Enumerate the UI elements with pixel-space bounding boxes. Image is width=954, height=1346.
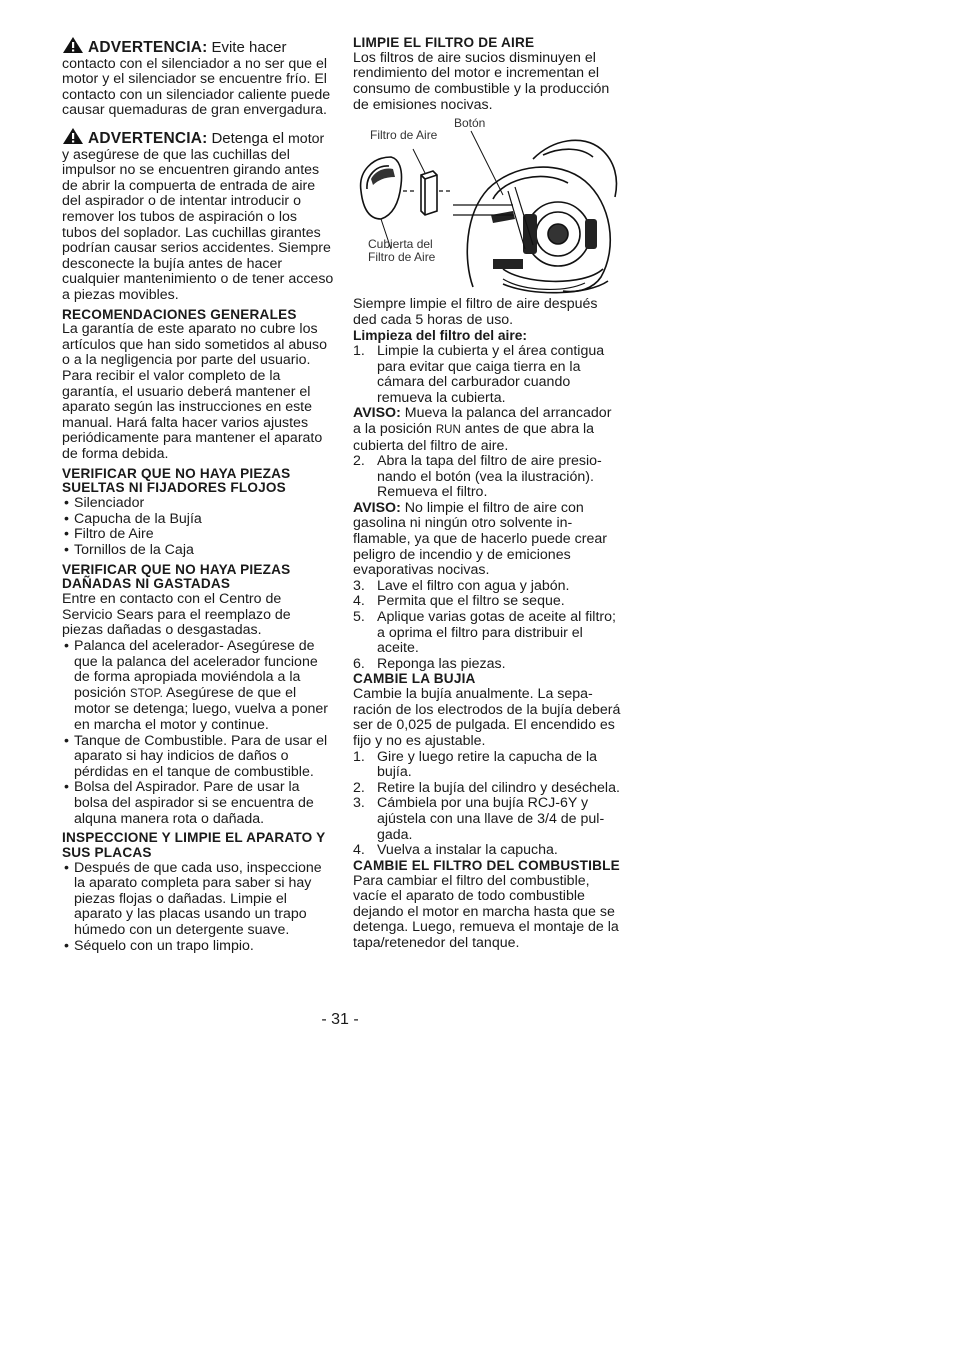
- section-text: Entre en contacto con el Centro de Servicio Sears para el reemplazo de piezas dañadas o desgastadas.: [62, 591, 291, 639]
- damaged-parts-list: [62, 639, 334, 827]
- loose-parts-list: [62, 496, 334, 558]
- warning-text: contacto con el silenciador a no ser que el motor y el silenciador se encuentre frío. El contacto con un silenciador caliente puede causar quemaduras de gran envergadura.: [62, 55, 331, 119]
- section-heading: INSPECCIONE Y LIMPIE EL APARATO Y SUS PLACAS: [62, 830, 326, 860]
- warning-text: motor y asegúrese de que las cuchillas del impulsor no se encuentren girando antes de abrir la compuerta de entrada de aire del aspirador o de intentar introducir o remover los tubos de aspiración o los tubos del soplador. Las cuchillas girantes podrían causar serios accidentes. Siempre desconecte la bujía antes de hacer cualquier mantenimiento o de tener acceso a piezas movibles.: [62, 130, 334, 303]
- section-loose-parts: [62, 467, 334, 559]
- list-item: 5. Aplique varias gotas de aceite al filtro; a oprima el filtro para distribuir el aceite.: [353, 609, 616, 657]
- section-heading: LIMPIE EL FILTRO DE AIRE: [353, 35, 535, 50]
- section-general-recommendations: [62, 308, 334, 463]
- list-item: • Filtro de Aire: [62, 527, 334, 543]
- list-item: • Capucha de la Bujía: [62, 512, 334, 528]
- list-item: • Bolsa del Aspirador. Pare de usar la bolsa del aspirador si se encuentra de alquna manera rota o dañada.: [62, 780, 334, 827]
- section-text: Los filtros de aire sucios disminuyen el rendimiento del motor e incrementan el consumo de combustible y la producción de emisiones nocivas.: [353, 49, 610, 113]
- right-column: [353, 36, 623, 952]
- warning-muffler: [62, 36, 334, 119]
- warning-title: ADVERTENCIA:: [88, 129, 208, 147]
- warning-triangle-icon: [62, 36, 84, 54]
- list-item: 1. Gire y luego retire la capucha de la bujía.: [353, 748, 598, 781]
- list-item: • Silenciador: [62, 496, 334, 512]
- notice: AVISO: No limpie el filtro de aire con gasolina ni ningún otro solvente inflamable, ya que de hacerlo puede crear peligro de incendio y de emiciones evaporativas nocivas.: [353, 499, 607, 579]
- section-heading: VERIFICAR QUE NO HAYA PIEZAS DAÑADAS NI GASTADAS: [62, 561, 291, 592]
- section-heading: CAMBIE EL FILTRO DEL COMBUSTIBLE: [353, 857, 620, 873]
- section-text: Cambie la bujía anualmente. La separación de los electrodos de la bujía deberá ser de 0,025 de pulgada. El encendido es fijo y no es ajustable.: [353, 686, 621, 749]
- air-filter-steps: [353, 579, 623, 673]
- warning-impeller: [62, 127, 334, 304]
- section-heading: CAMBIE LA BUJIA: [353, 671, 476, 687]
- section-text: Para cambiar el filtro del combustible, vacíe el aparato de todo combustible dejando el motor en marcha hasta que se detenga. Luego, remueva el montaje de la tapa/retenedor del tanque.: [353, 872, 619, 951]
- figure-label-cover: Filtro de Aire: [368, 250, 436, 265]
- list-item: 3. Cámbiela por una bujía RCJ-6Y y ajústela con una llave de 3/4 de pulgada.: [353, 795, 605, 843]
- air-filter-steps: [353, 454, 623, 501]
- list-item: • Séquelo con un trapo limpio.: [62, 939, 334, 955]
- list-item: • Tanque de Combustible. Para de usar el aparato si hay indicios de daños o pérdidas en el tanque de combustible.: [62, 734, 334, 781]
- list-item: 3. Lave el filtro con agua y jabón.: [353, 577, 570, 594]
- section-inspect-clean: [62, 831, 334, 954]
- section-fuel-filter: [353, 859, 623, 952]
- list-item: • Palanca del acelerador- Asegúrese de que la palanca del acelerador funcione de forma apropiada moviéndola a la posición STOP. Asegúrese de que el motor se detenga; luego, vuelva a poner en marcha el motor y continue.: [62, 639, 334, 734]
- section-text: La garantía de este aparato no cubre los artículos que han sido sometidos al abuso o a la negligencia por parte del usuario. Para recibir el valor completo de la garantía, el usuario deberá mantener el aparato según las instrucciones en este manual. Hará falta hacer varios ajustes periódicamente para mantener el aparato de forma debida.: [62, 321, 327, 463]
- air-filter-illustration: [353, 116, 623, 297]
- warning-title: ADVERTENCIA:: [88, 39, 208, 56]
- stop-label: STOP.: [130, 687, 163, 700]
- run-label: RUN: [435, 423, 461, 436]
- figure-label-cover: Cubierta del: [368, 237, 433, 252]
- list-item: 4. Vuelva a instalar la capucha.: [353, 842, 558, 859]
- page-number: - 31 -: [321, 1011, 359, 1028]
- section-spark-plug: [353, 672, 623, 858]
- section-heading: RECOMENDACIONES GENERALES: [62, 306, 297, 322]
- figure-label-button: Botón: [454, 116, 486, 131]
- list-item: 1. Limpie la cubierta y el área contigua para evitar que caiga tierra en la cámara del carburador cuando remueva la cubierta.: [353, 342, 605, 406]
- list-item: 2. Abra la tapa del filtro de aire presionando el botón (vea la ilustración). Remueva el filtro.: [353, 453, 602, 501]
- list-item: 2. Retire la bujía del cilindro y deséchela.: [353, 779, 620, 796]
- warning-lead: Detenga el: [211, 129, 285, 147]
- section-air-filter: [353, 36, 623, 672]
- section-text: Siempre limpie el filtro de aire después ded cada 5 horas de uso.: [353, 296, 598, 328]
- inspect-list: [62, 861, 334, 955]
- list-item: • Después de que cada uso, inspeccione la aparato completa para saber si hay piezas flojas o dañadas. Limpie el aparato y las placas usando un trapo húmedo con un detergente suave.: [62, 861, 334, 939]
- section-heading: VERIFICAR QUE NO HAYA PIEZAS SUELTAS NI FIJADORES FLOJOS: [62, 465, 291, 496]
- section-damaged-parts: [62, 563, 334, 828]
- blower-engine-drawing: [353, 116, 623, 297]
- warning-triangle-icon: [62, 127, 84, 145]
- warning-lead: Evite hacer: [211, 39, 287, 56]
- air-filter-steps: [353, 344, 623, 406]
- list-item: 6. Reponga las piezas.: [353, 655, 506, 672]
- figure-label-filter: Filtro de Aire: [370, 128, 438, 143]
- list-item: 4. Permita que el filtro se seque.: [353, 593, 565, 610]
- spark-plug-steps: [353, 750, 623, 859]
- list-item: • Tornillos de la Caja: [62, 543, 334, 559]
- notice: AVISO: Mueva la palanca del arrancador a la posición RUN antes de que abra la cubierta del filtro de aire.: [353, 405, 612, 454]
- left-column: [62, 36, 334, 954]
- subheading: Limpieza del filtro del aire:: [353, 328, 528, 344]
